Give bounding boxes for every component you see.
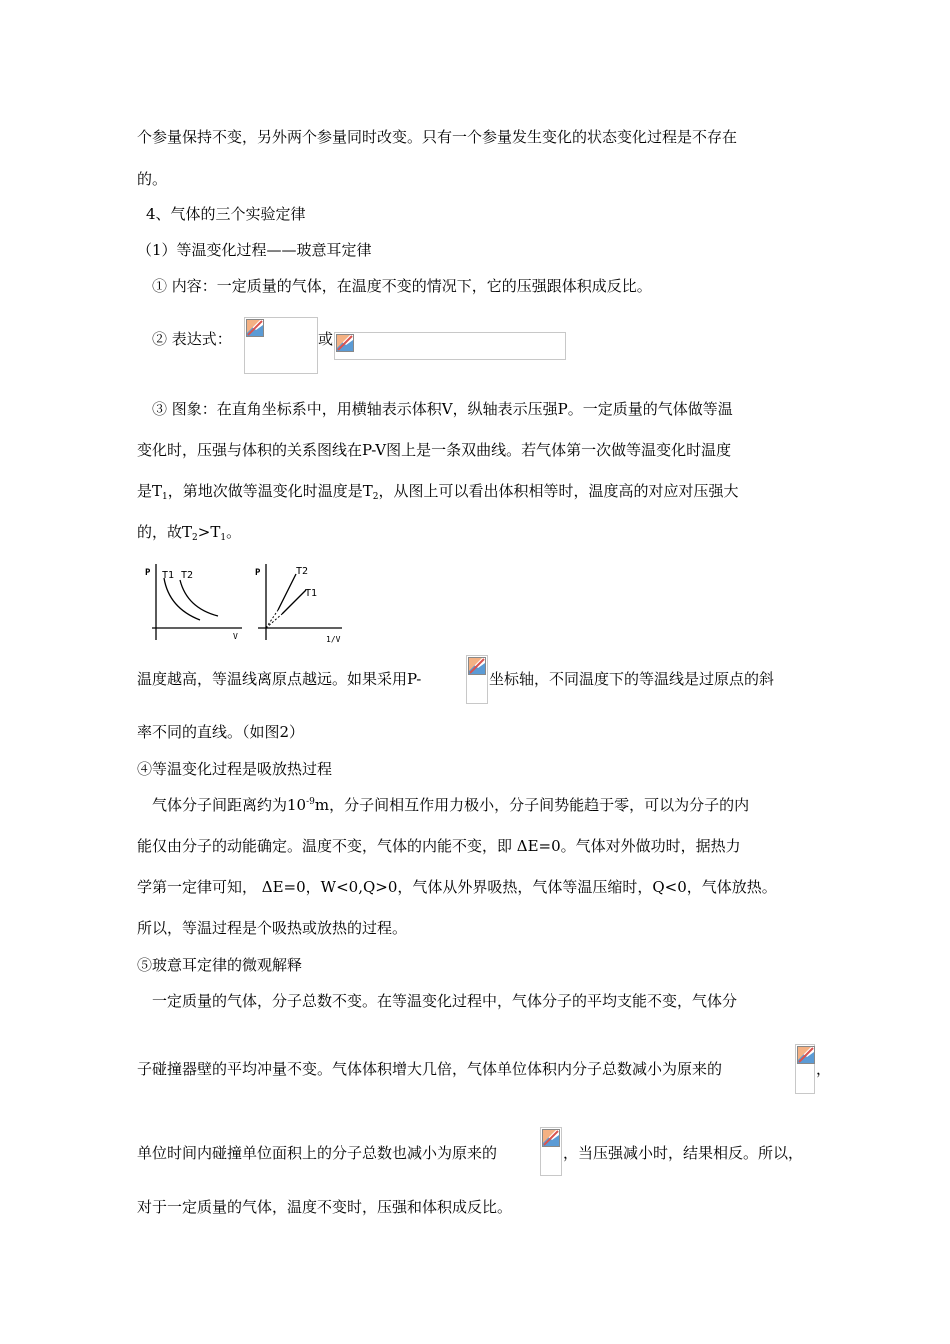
text-line: 的，故$T_2>T_1$。 [137, 523, 242, 543]
text-line: 能仅由分子的动能确定。温度不变，气体的内能不变，即 ΔE=0。气体对外做功时，据热力 [137, 837, 741, 855]
text-line: 或 [318, 330, 334, 348]
axis-label-inverse-v: 1/V [326, 635, 341, 644]
subsection-heading: ④等温变化过程是吸放热过程 [137, 760, 333, 778]
formula-image [466, 655, 488, 704]
axis-label-p: P [145, 568, 151, 578]
p-inverse-v-graph [250, 558, 360, 648]
text-line: ③ 图象：在直角坐标系中，用横轴表示体积V，纵轴表示压强P。一定质量的气体做等温 [152, 400, 733, 418]
broken-image-icon [797, 1046, 815, 1064]
broken-image-icon [542, 1129, 560, 1147]
text-line: 个参量保持不变，另外两个参量同时改变。只有一个参量发生变化的状态变化过程是不存在 [137, 128, 738, 146]
text-line: ① 内容：一定质量的气体，在温度不变的情况下，它的压强跟体积成反比。 [152, 277, 652, 295]
text-line: 学第一定律可知， ΔE=0，W<0,Q>0，气体从外界吸热，气体等温压缩时，Q<0，气体放热。 [137, 878, 777, 896]
text-line: 所以，等温过程是个吸热或放热的过程。 [137, 919, 408, 937]
text-line: 温度越高，等温线离原点越远。如果采用P- [137, 670, 422, 688]
text-line: 对于一定质量的气体，温度不变时，压强和体积成反比。 [137, 1198, 513, 1216]
formula-image [795, 1044, 815, 1094]
curve-label-t1: T1 [162, 570, 175, 581]
broken-image-icon [336, 334, 354, 352]
isotherm-t2 [180, 580, 218, 616]
subsection-heading: （1）等温变化过程——玻意耳定律 [137, 241, 372, 259]
subsection-heading: ⑤玻意耳定律的微观解释 [137, 956, 303, 974]
formula-image [540, 1127, 562, 1176]
formula-image [244, 317, 318, 374]
broken-image-icon [468, 657, 486, 675]
line-label-t2: T2 [296, 566, 309, 577]
text-line: 气体分子间距离约为$10^{-9}m$，分子间相互作用力极小，分子间势能趋于零，可以为分子的内 [152, 796, 750, 814]
text-line: 率不同的直线。（如图2） [137, 723, 305, 741]
pv-isotherm-graph [140, 558, 250, 648]
text-line: 的。 [137, 170, 168, 188]
axis-label-v: V [233, 632, 238, 641]
text-line: ② 表达式： [152, 330, 232, 348]
text-line: 是$T_1$，第地次做等温变化时温度是$T_2$，从图上可以看出体积相等时，温度高的对应对压强大 [137, 482, 739, 502]
section-heading: 4、气体的三个实验定律 [146, 205, 306, 223]
formula-image [334, 332, 566, 360]
broken-image-icon [246, 319, 264, 337]
text-line: 一定质量的气体，分子总数不变。在等温变化过程中，气体分子的平均支能不变，气体分 [152, 992, 738, 1010]
isotherm-t1 [164, 578, 200, 620]
text-line: 子碰撞器壁的平均冲量不变。气体体积增大几倍，气体单位体积内分子总数减小为原来的 [137, 1060, 723, 1078]
line-label-t1: T1 [305, 588, 318, 599]
line-t2 [278, 574, 296, 610]
text-line: 坐标轴，不同温度下的等温线是过原点的斜 [489, 670, 775, 688]
curve-label-t2: T2 [181, 570, 194, 581]
axis-label-p: P [255, 568, 261, 578]
text-line: 变化时，压强与体积的关系图线在P-V图上是一条双曲线。若气体第一次做等温变化时温度 [137, 441, 732, 459]
text-line: ，当压强减小时，结果相反。所以， [563, 1144, 804, 1162]
text-line: ， [816, 1060, 832, 1078]
text-line: 单位时间内碰撞单位面积上的分子总数也减小为原来的 [137, 1144, 498, 1162]
